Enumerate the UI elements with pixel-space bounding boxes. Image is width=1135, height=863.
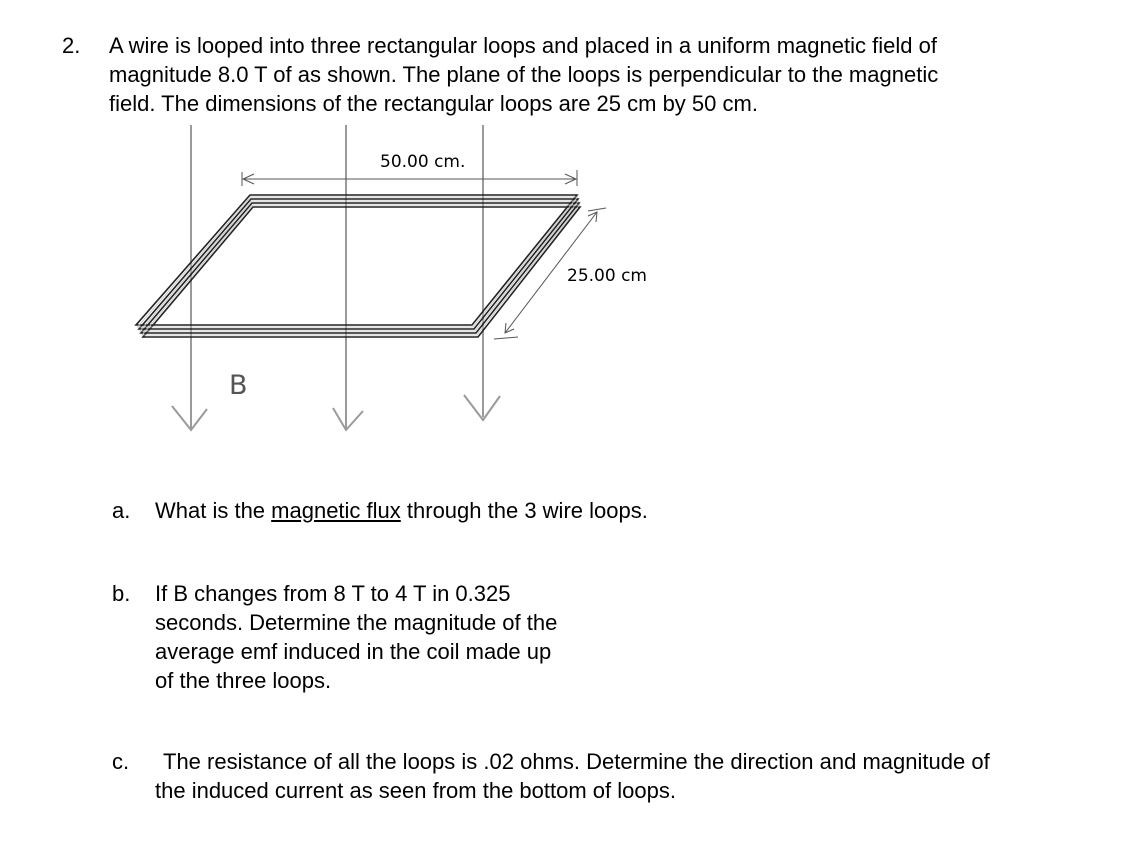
problem-line-1: A wire is looped into three rectangular loops and placed in a uniform magnetic field of bbox=[109, 33, 937, 58]
field-arrowhead-left bbox=[172, 406, 207, 430]
width-label: 50.00 cm. bbox=[380, 152, 466, 172]
loop-1 bbox=[136, 195, 577, 325]
loop-3 bbox=[141, 203, 579, 333]
question-a-line bbox=[155, 496, 648, 525]
question-a-after: through the 3 wire loops. bbox=[400, 498, 648, 523]
question-c-line-2: the induced current as seen from the bottom of loops. bbox=[155, 778, 676, 803]
question-c-letter: c. bbox=[112, 749, 130, 774]
question-a-letter: a. bbox=[112, 498, 131, 523]
problem-line-3: field. The dimensions of the rectangular loops are 25 cm by 50 cm. bbox=[109, 91, 758, 116]
wire-loops bbox=[136, 195, 580, 337]
question-c-line-1: The resistance of all the loops is .02 ohms. Determine the direction and magnitude of bbox=[163, 749, 990, 774]
question-a bbox=[155, 496, 648, 525]
field-label: B bbox=[229, 370, 248, 401]
problem-line-2: magnitude 8.0 T of as shown. The plane of the loops is perpendicular to the magnetic bbox=[109, 62, 939, 87]
question-c bbox=[155, 747, 990, 805]
question-b-line-3: average emf induced in the coil made up bbox=[155, 639, 552, 664]
question-b-line-2: seconds. Determine the magnitude of the bbox=[155, 610, 558, 635]
question-b-letter: b. bbox=[112, 581, 131, 606]
question-b bbox=[155, 579, 557, 695]
field-arrowhead-middle bbox=[333, 408, 363, 430]
question-a-before: What is the bbox=[155, 498, 272, 523]
width-dimension bbox=[242, 170, 577, 186]
depth-label: 25.00 cm bbox=[567, 266, 647, 286]
question-b-line-4: of the three loops. bbox=[155, 668, 332, 693]
problem-number: 2. bbox=[62, 33, 81, 58]
question-b-line-1: If B changes from 8 T to 4 T in 0.325 bbox=[155, 581, 511, 606]
magnetic-flux-term: magnetic flux bbox=[271, 498, 401, 523]
